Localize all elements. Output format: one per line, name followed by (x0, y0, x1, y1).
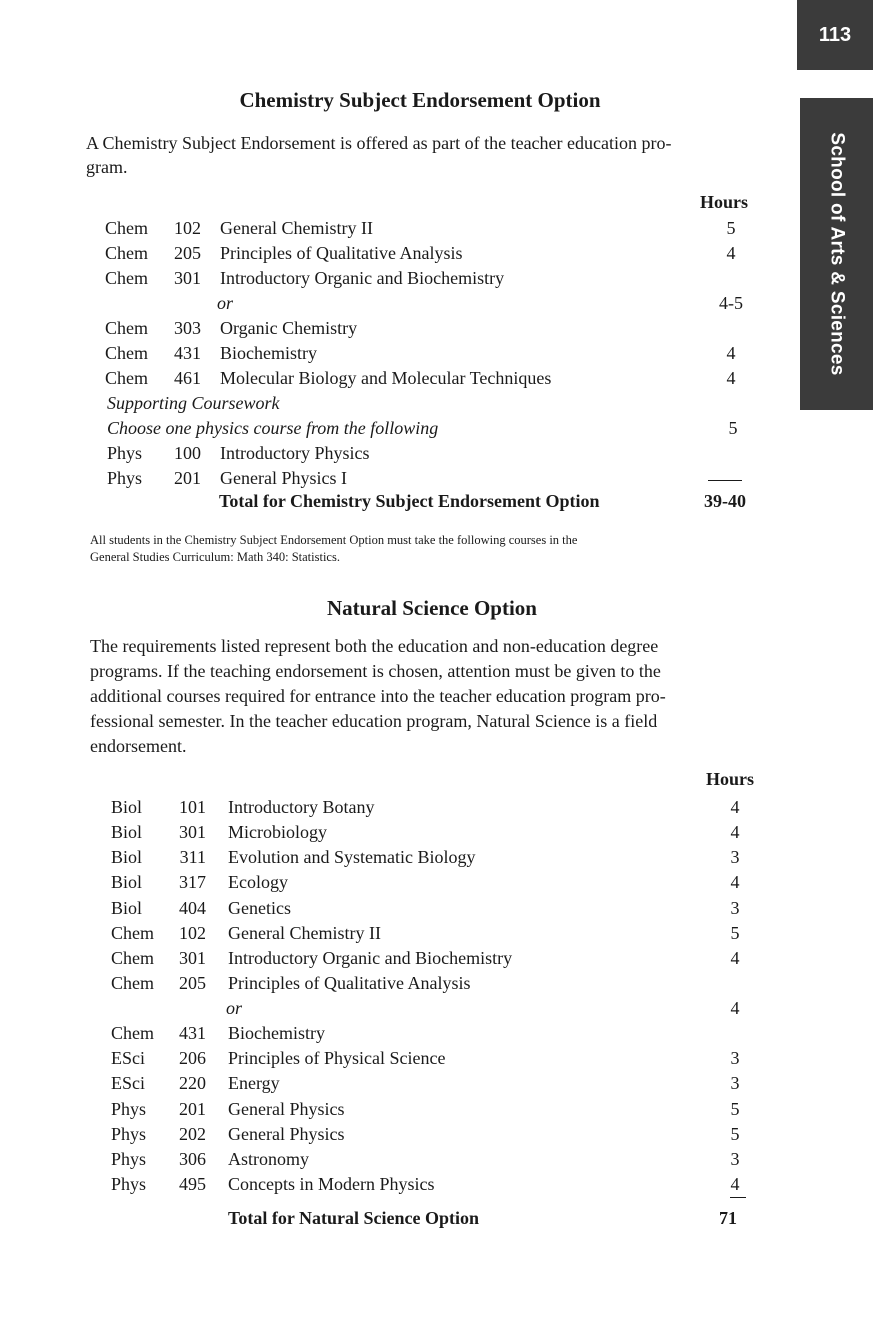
course-dept: Chem (105, 368, 148, 388)
course-title: Organic Chemistry (220, 318, 358, 338)
course-number: 301 (179, 948, 206, 968)
natural-intro-line: endorsement. (90, 736, 187, 756)
table-row (111, 1046, 771, 1071)
course-hours: 4 (730, 797, 740, 817)
chemistry-heading: Chemistry Subject Endorsement Option (239, 88, 601, 112)
table-row (111, 795, 771, 820)
natural-intro-line: fessional semester. In the teacher education program, Natural Science is a field (90, 711, 658, 731)
table-row (105, 316, 765, 341)
table-row (111, 820, 771, 845)
table-row (111, 1172, 771, 1197)
course-title: Ecology (228, 872, 288, 892)
table-row (107, 466, 607, 491)
course-title: Evolution and Systematic Biology (228, 847, 476, 867)
course-number: 461 (174, 368, 201, 388)
course-number: 301 (174, 268, 201, 288)
course-dept: Phys (111, 1149, 147, 1169)
course-dept: Chem (111, 923, 154, 943)
course-title: Biochemistry (220, 343, 317, 363)
table-row (111, 1071, 771, 1096)
course-title: Principles of Physical Science (228, 1048, 446, 1068)
course-number: 100 (174, 443, 201, 463)
course-dept: Chem (105, 268, 148, 288)
chemistry-hours-header: Hours (700, 192, 749, 212)
course-title: Microbiology (228, 822, 327, 842)
natural-total-row (228, 1206, 768, 1231)
course-dept: Biol (111, 797, 143, 817)
course-number: 101 (179, 797, 206, 817)
course-hours: 5 (730, 1099, 740, 1119)
chemistry-note (90, 532, 770, 566)
course-title: Introductory Organic and Biochemistry (228, 948, 513, 968)
table-row (111, 921, 771, 946)
course-number: 220 (179, 1073, 206, 1093)
course-number: 306 (179, 1149, 206, 1169)
course-dept: Chem (105, 243, 148, 263)
table-row (111, 845, 771, 870)
course-dept: Chem (111, 1023, 154, 1043)
course-hours: 3 (730, 1073, 740, 1093)
course-number: 205 (179, 973, 206, 993)
table-row (105, 241, 765, 266)
table-row (111, 946, 771, 971)
chemistry-total-rule (708, 480, 742, 481)
course-hours: 4-5 (719, 293, 743, 313)
course-hours: 5 (726, 218, 736, 238)
chemistry-note-line-1: All students in the Chemistry Subject Endorsement Option must take the following courses in the (90, 533, 578, 547)
natural-intro-line: additional courses required for entrance into the teacher education program pro- (90, 686, 666, 706)
course-dept: Phys (111, 1174, 147, 1194)
course-number: 201 (174, 468, 201, 488)
table-row (111, 1122, 771, 1147)
table-row (105, 366, 765, 391)
course-title: Genetics (228, 898, 291, 918)
course-number: 301 (179, 822, 206, 842)
course-dept: Chem (105, 343, 148, 363)
course-hours: 3 (730, 1149, 740, 1169)
course-title: General Chemistry II (228, 923, 381, 943)
course-title: Astronomy (228, 1149, 309, 1169)
course-number: 431 (174, 343, 201, 363)
course-number: 102 (179, 923, 206, 943)
course-number: 317 (179, 872, 206, 892)
course-hours: 4 (730, 998, 740, 1018)
table-row (105, 291, 765, 316)
course-dept: Chem (111, 948, 154, 968)
course-hours: 3 (730, 898, 740, 918)
chemistry-total-hours: 39-40 (704, 491, 746, 511)
or-connector: or (226, 998, 243, 1018)
course-hours: 4 (730, 1174, 740, 1194)
course-dept: Chem (105, 318, 148, 338)
course-dept: Biol (111, 822, 143, 842)
course-hours: 5 (730, 1124, 740, 1144)
table-row (111, 896, 771, 921)
course-dept: Biol (111, 847, 143, 867)
course-title: Energy (228, 1073, 280, 1093)
chemistry-intro (86, 131, 786, 179)
course-title: Biochemistry (228, 1023, 325, 1043)
chemistry-intro-line-1: A Chemistry Subject Endorsement is offered as part of the teacher education pro- (86, 133, 672, 153)
course-dept: ESci (111, 1048, 145, 1068)
course-dept: Biol (111, 872, 143, 892)
natural-heading: Natural Science Option (327, 596, 537, 620)
course-title: General Physics I (220, 468, 347, 488)
table-row (111, 971, 771, 996)
course-number: 102 (174, 218, 201, 238)
course-dept: ESci (111, 1073, 145, 1093)
course-hours: 4 (726, 343, 736, 363)
course-hours: 5 (730, 923, 740, 943)
course-title: General Physics (228, 1124, 345, 1144)
course-dept: Phys (107, 468, 143, 488)
course-title: Concepts in Modern Physics (228, 1174, 435, 1194)
course-number: 202 (179, 1124, 206, 1144)
course-dept: Phys (107, 443, 143, 463)
chemistry-intro-line-2: gram. (86, 157, 128, 177)
course-dept: Phys (111, 1099, 147, 1119)
table-row (111, 870, 771, 895)
course-hours: 3 (730, 847, 740, 867)
table-row (105, 266, 765, 291)
natural-intro-line: The requirements listed represent both the education and non-education degree (90, 636, 659, 656)
course-hours: 4 (730, 822, 740, 842)
course-number: 431 (179, 1023, 206, 1043)
course-title: Principles of Qualitative Analysis (220, 243, 463, 263)
natural-total-label: Total for Natural Science Option (228, 1208, 479, 1228)
table-row (107, 441, 607, 466)
chemistry-supporting-label: Supporting Coursework (107, 393, 280, 413)
chemistry-total-label: Total for Chemistry Subject Endorsement Option (219, 491, 600, 511)
table-row (111, 996, 771, 1021)
table-row (111, 1021, 771, 1046)
chemistry-note-line-2: General Studies Curriculum: Math 340: Statistics. (90, 550, 340, 564)
course-title: Principles of Qualitative Analysis (228, 973, 471, 993)
course-hours: 4 (726, 368, 736, 388)
course-title: Introductory Organic and Biochemistry (220, 268, 505, 288)
course-number: 495 (179, 1174, 206, 1194)
page-number: 113 (818, 23, 852, 46)
table-row (105, 341, 765, 366)
course-number: 404 (179, 898, 206, 918)
course-hours: 4 (730, 948, 740, 968)
table-row (111, 1147, 771, 1172)
or-connector: or (217, 293, 234, 313)
natural-hours-header: Hours (706, 769, 755, 789)
course-dept: Phys (111, 1124, 147, 1144)
course-number: 303 (174, 318, 201, 338)
course-hours: 4 (726, 243, 736, 263)
table-row (105, 216, 765, 241)
course-title: Introductory Botany (228, 797, 375, 817)
course-title: General Chemistry II (220, 218, 373, 238)
natural-total-hours: 71 (719, 1208, 737, 1228)
natural-total-rule (730, 1197, 746, 1198)
course-number: 311 (179, 847, 206, 867)
course-title: Introductory Physics (220, 443, 370, 463)
course-dept: Chem (111, 973, 154, 993)
page-number-tab (797, 0, 873, 70)
course-title: Molecular Biology and Molecular Techniques (220, 368, 552, 388)
course-number: 206 (179, 1048, 206, 1068)
course-number: 205 (174, 243, 201, 263)
natural-intro (90, 634, 780, 759)
course-dept: Chem (105, 218, 148, 238)
course-hours: 3 (730, 1048, 740, 1068)
section-tab (800, 98, 873, 410)
chemistry-total-row (219, 489, 779, 514)
chemistry-choose-row (107, 416, 767, 441)
course-hours: 4 (730, 872, 740, 892)
table-row (111, 1097, 771, 1122)
course-dept: Biol (111, 898, 143, 918)
natural-intro-line: programs. If the teaching endorsement is chosen, attention must be given to the (90, 661, 661, 681)
section-tab-label: School of Arts & Sciences (826, 132, 848, 376)
chemistry-choose-label: Choose one physics course from the following (107, 418, 439, 438)
chemistry-choose-hours: 5 (728, 418, 738, 438)
course-number: 201 (179, 1099, 206, 1119)
course-title: General Physics (228, 1099, 345, 1119)
